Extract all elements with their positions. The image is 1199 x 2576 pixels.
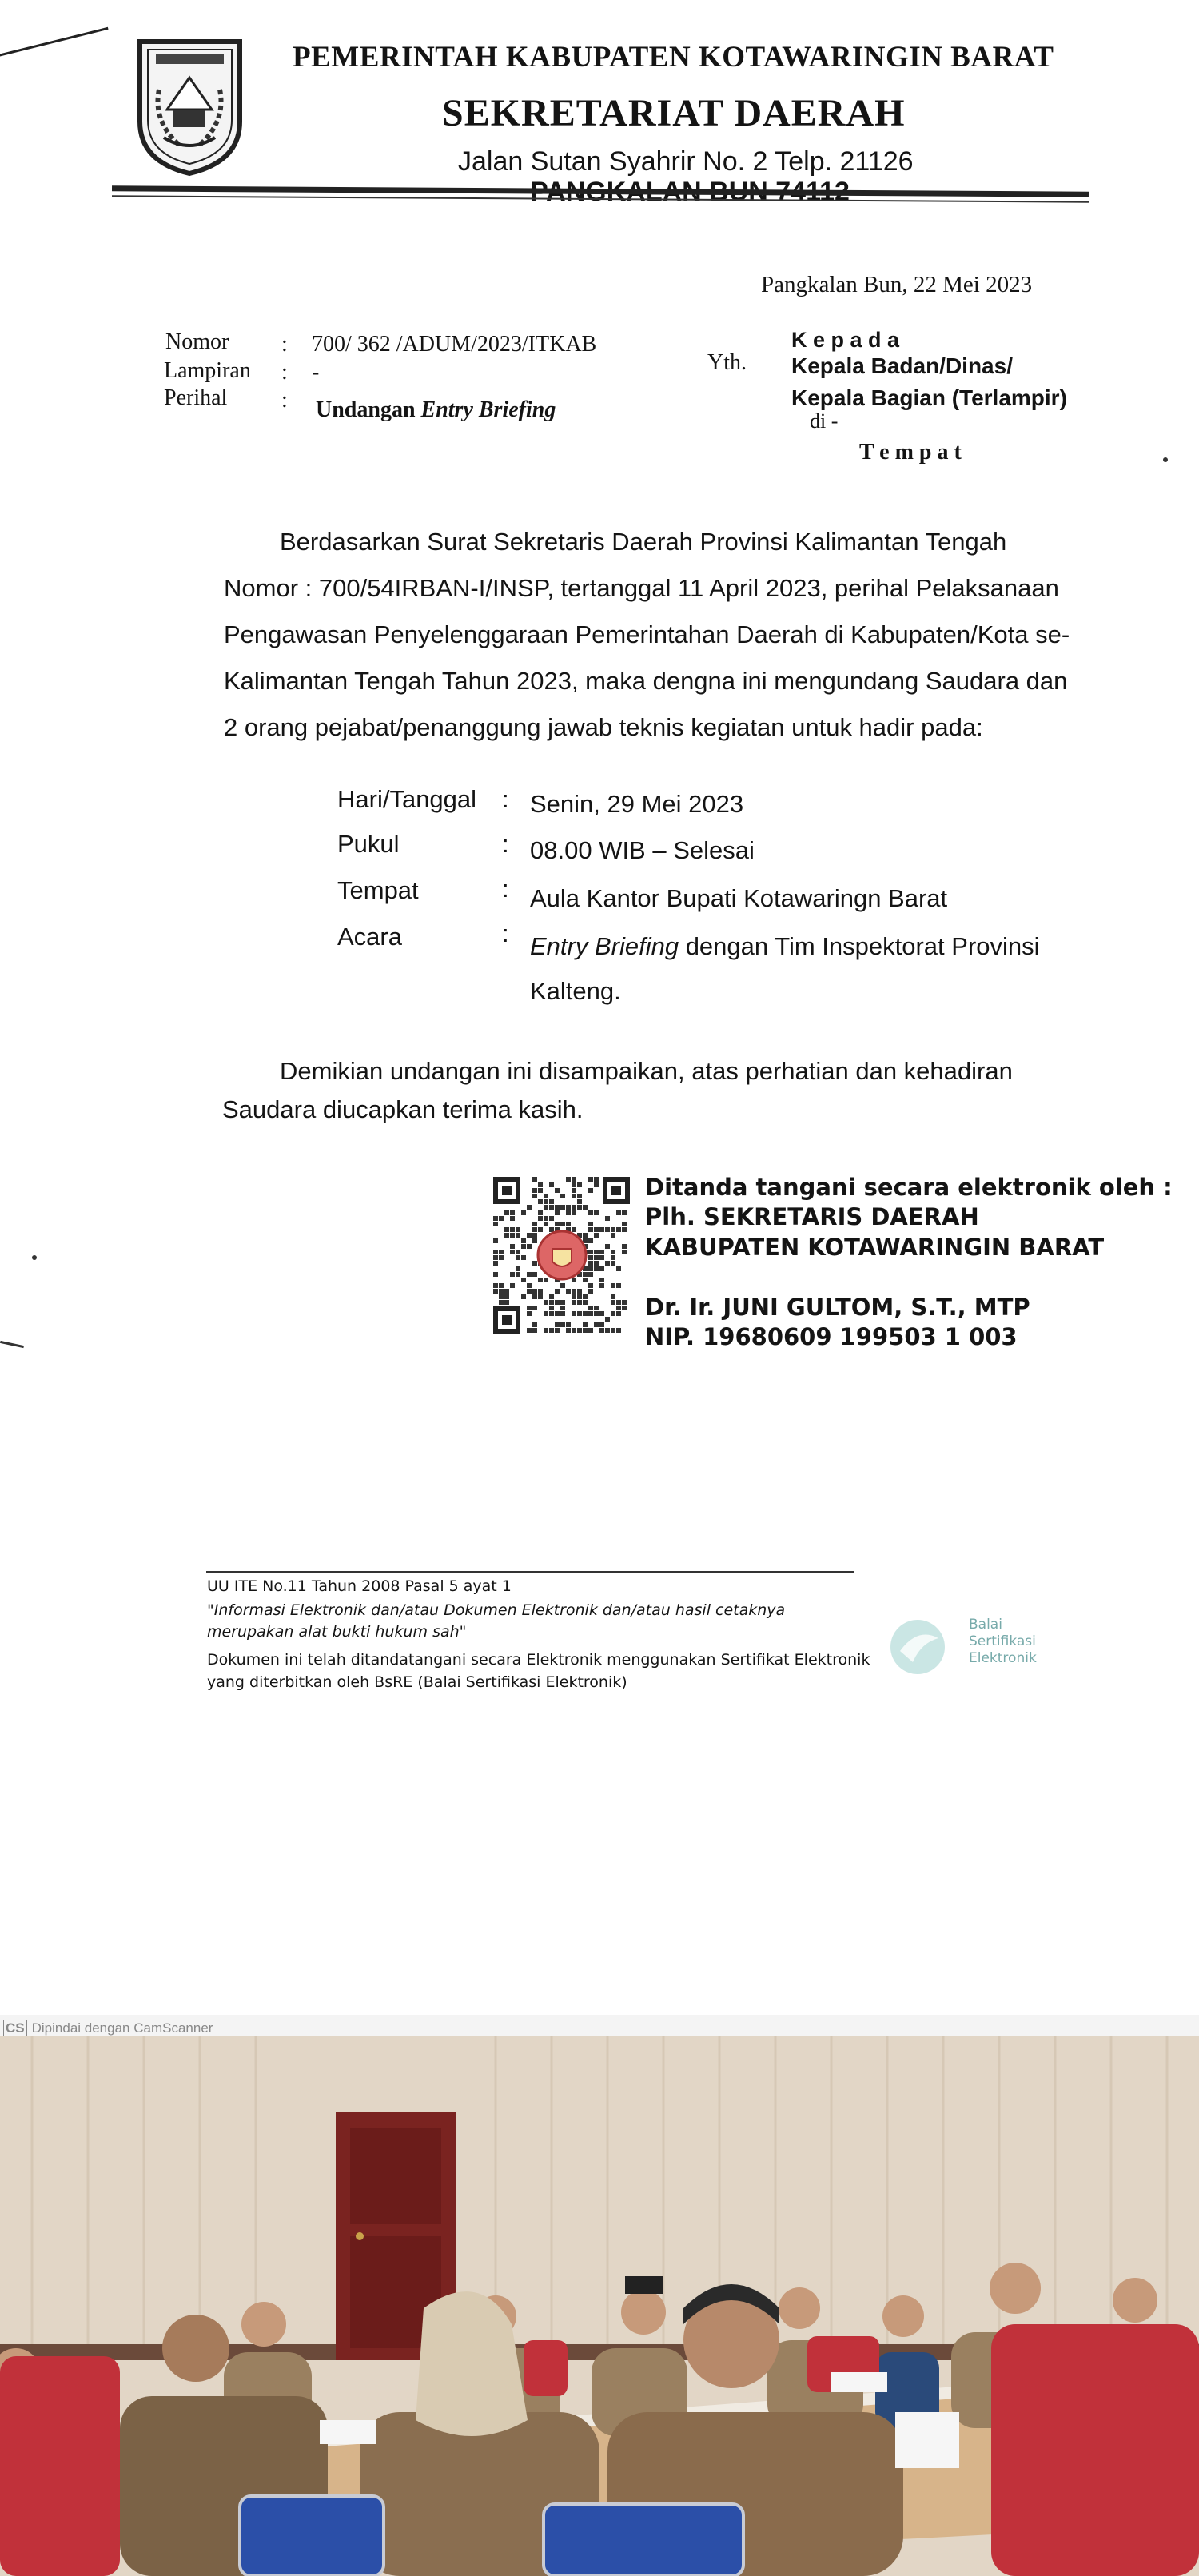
footer-note-1: Dokumen ini telah ditandatangani secara Elektronik menggunakan Sertifikat Elektronik	[207, 1651, 870, 1669]
event-tempat-value: Aula Kantor Bupati Kotawaringn Barat	[530, 884, 948, 912]
meeting-photo	[0, 2036, 1199, 2576]
body-para1-line3: Pengawasan Penyelenggaraan Pemerintahan Daerah di Kabupaten/Kota se-	[224, 620, 1070, 648]
footer-quote-2: merupakan alat bukti hukum sah"	[207, 1623, 467, 1641]
signature-line-3: KABUPATEN KOTAWARINGIN BARAT	[645, 1234, 1105, 1261]
footer-law: UU ITE No.11 Tahun 2008 Pasal 5 ayat 1	[207, 1577, 512, 1595]
lampiran-label: Lampiran	[164, 358, 251, 383]
body-para1-line4: Kalimantan Tengah Tahun 2023, maka dengna ini mengundang Saudara dan	[224, 667, 1068, 695]
body-para1-line2: Nomor : 700/54IRBAN-I/INSP, tertanggal 11 April 2023, perihal Pelaksanaan	[224, 574, 1059, 602]
event-acara-value-line2: Kalteng.	[530, 977, 621, 1005]
event-acara-value	[530, 932, 1040, 961]
signature-qr-code	[492, 1175, 631, 1335]
event-tempat-colon: :	[502, 875, 509, 903]
recipient-line-2: Kepala Bagian (Terlampir)	[791, 385, 1067, 410]
event-hari-label: Hari/Tanggal	[337, 785, 477, 813]
perihal-label: Perihal	[164, 385, 228, 410]
letterhead-address: Jalan Sutan Syahrir No. 2 Telp. 21126	[458, 146, 914, 177]
event-pukul-colon: :	[502, 830, 509, 858]
event-acara-label: Acara	[337, 923, 402, 951]
signer-name: Dr. Ir. JUNI GULTOM, S.T., MTP	[645, 1294, 1030, 1321]
body-para1-line1: Berdasarkan Surat Sekretaris Daerah Provinsi Kalimantan Tengah	[280, 528, 1007, 556]
nomor-colon: :	[281, 332, 288, 357]
letterhead-government: PEMERINTAH KABUPATEN KOTAWARINGIN BARAT	[293, 41, 1054, 74]
recipient-tempat: T e m p a t	[859, 440, 962, 465]
letterhead-office: SEKRETARIAT DAERAH	[442, 92, 906, 134]
event-acara-rest: dengan Tim Inspektorat Provinsi	[679, 932, 1040, 960]
yth-label: Yth.	[707, 350, 747, 375]
event-pukul-label: Pukul	[337, 830, 400, 858]
recipient-di: di -	[810, 409, 839, 433]
event-hari-value: Senin, 29 Mei 2023	[530, 790, 744, 818]
camscanner-badge: CS	[3, 2020, 27, 2036]
scan-artifact	[0, 1341, 24, 1348]
perihal-value-italic: Entry Briefing	[420, 397, 556, 422]
footer-note-2: yang diterbitkan oleh BsRE (Balai Sertifikasi Elektronik)	[207, 1673, 627, 1691]
signer-nip: NIP. 19680609 199503 1 003	[645, 1323, 1018, 1350]
bsre-text-1: Balai	[969, 1617, 1002, 1633]
body-para1-line5: 2 orang pejabat/penanggung jawab teknis kegiatan untuk hadir pada:	[224, 713, 983, 741]
nomor-label: Nomor	[165, 329, 229, 354]
recipient-line-1: Kepala Badan/Dinas/	[791, 353, 1013, 378]
camscanner-watermark	[3, 2020, 213, 2036]
lampiran-value: -	[312, 360, 320, 385]
perihal-colon: :	[281, 388, 288, 413]
event-acara-colon: :	[502, 919, 509, 947]
event-hari-colon: :	[502, 785, 509, 813]
perihal-value-prefix: Undangan	[316, 397, 421, 422]
event-acara-italic: Entry Briefing	[530, 932, 679, 960]
kepada-label: K e p a d a	[791, 328, 900, 352]
bsre-text-3: Elektronik	[969, 1650, 1037, 1666]
perihal-value	[316, 397, 556, 423]
footer-quote-1: "Informasi Elektronik dan/atau Dokumen Elektronik dan/atau hasil cetaknya	[207, 1601, 786, 1619]
regency-emblem-icon	[132, 34, 248, 177]
lampiran-colon: :	[281, 360, 288, 385]
bsre-text-2: Sertifikasi	[969, 1633, 1036, 1649]
signature-line-2: Plh. SEKRETARIS DAERAH	[645, 1203, 979, 1230]
scan-artifact	[0, 0, 109, 58]
scan-artifact	[32, 1255, 37, 1260]
footer-rule	[206, 1571, 854, 1573]
event-pukul-value: 08.00 WIB – Selesai	[530, 836, 755, 864]
signature-line-1: Ditanda tangani secara elektronik oleh :	[645, 1174, 1173, 1201]
place-date: Pangkalan Bun, 22 Mei 2023	[761, 272, 1033, 297]
body-para2-line2: Saudara diucapkan terima kasih.	[222, 1095, 584, 1123]
scan-artifact	[1163, 457, 1168, 462]
nomor-value: 700/ 362 /ADUM/2023/ITKAB	[312, 332, 597, 357]
camscanner-text: Dipindai dengan CamScanner	[31, 2020, 213, 2036]
body-para2-line1: Demikian undangan ini disampaikan, atas perhatian dan kehadiran	[280, 1057, 1013, 1085]
event-tempat-label: Tempat	[337, 876, 419, 904]
